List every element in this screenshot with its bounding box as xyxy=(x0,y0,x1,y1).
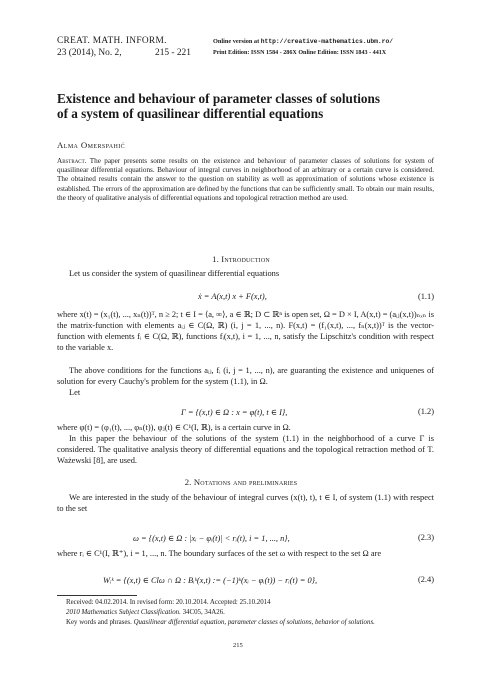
keywords-label: Key words and phrases. xyxy=(66,619,132,626)
section-2-paragraph-2: where rᵢ ∈ C¹(I, ℝ⁺), i = 1, ..., n. The boundary surfaces of the set ω with respect to the set Ω are xyxy=(57,549,382,558)
print-info: Print Edition: ISSN 1584 - 286X Online Edition: ISSN 1843 - 441X xyxy=(213,50,387,56)
section-1-paragraph-5: where φ(t) = (φ₁(t), ..., φₙ(t)), φⱼ(t) ∈ C¹(I, ℝ), is a certain curve in Ω. xyxy=(57,423,291,432)
equation-1-2: Γ = {(x,t) ∈ Ω : x = φ(t), t ∈ I}, xyxy=(181,408,288,417)
section-1-heading: 1. Introduction xyxy=(212,254,270,264)
section-1-paragraph-1: Let us consider the system of quasilinear differential equations xyxy=(69,269,280,278)
paper-title-line-1: Existence and behaviour of parameter classes of solutions xyxy=(57,91,380,106)
abstract xyxy=(57,157,434,203)
keywords-text: Quasilinear differential equation, parameter classes of solutions, behavior of solutions. xyxy=(133,619,375,626)
equation-1-1: ẋ = A(x,t) x + F(x,t), xyxy=(198,292,267,301)
volume-issue: 23 (2014), No. 2, xyxy=(57,48,122,58)
journal-name: CREAT. MATH. INFORM. xyxy=(57,36,167,46)
equation-2-4-number: (2.4) xyxy=(417,575,434,584)
online-url: http://creative-mathematics.ubm.ro/ xyxy=(260,38,394,45)
author-name: Alma Omerspahić xyxy=(57,140,126,150)
section-2-heading: 2. Notations and preliminaries xyxy=(184,477,298,487)
keywords xyxy=(66,619,375,626)
section-2-paragraph-1: We are interested in the study of the behaviour of integral curves (x(t), t), t ∈ I, of system (1.1) with respect to the set xyxy=(57,493,434,513)
page-range: 215 - 221 xyxy=(155,48,191,58)
section-1-paragraph-3: The above conditions for the functions aᵢⱼ, fᵢ (i, j = 1, ..., n), are guaranting the existence and uniquenes of solution for every Cauchy's problem for the system (1.1), in Ω. xyxy=(57,366,434,386)
equation-2-3-number: (2.3) xyxy=(417,533,434,542)
equation-1-2-number: (1.2) xyxy=(417,407,434,416)
abstract-label: Abstract. xyxy=(57,157,87,165)
online-label: Online version at xyxy=(213,38,260,45)
abstract-text: The paper presents some results on the existence and behaviour of parameter classes of solutions for system of quasilinear differential equations. Behaviour of integral curves in neighborhood of an arbitrary or a certain curve is considered. The obtained results contain the answer to the question on stability as well as approximation of solutions whose existence is established. The errors of the approximation are defined by the functions that can be sufficiently small. To obtain our main results, the theory of qualitative analysis of differential equations and topological retraction method are used. xyxy=(57,157,434,202)
msc-codes: 34C05, 34A26. xyxy=(182,609,225,616)
received-dates: Received: 04.02.2014. In revised form: 20.10.2014. Accepted: 25.10.2014 xyxy=(66,599,271,606)
section-1-paragraph-2: where x(t) = (x₁(t), ..., xₙ(t))ᵀ, n ≥ 2; t ∈ I = ⟨a, ∞⟩, a ∈ ℝ; D ⊂ ℝⁿ is open set, Ω = D × I, A(x,t) = (aᵢⱼ(x,t))ₙₓₙ is the matrix-function with elements aᵢⱼ ∈ C(Ω, ℝ) (i, j = 1, ..., n). F(x,t) = (f₁(x,t), ..., fₙ(x,t))ᵀ is the vector-function with elements fᵢ ∈ C(Ω, ℝ), functions fᵢ(x,t), i = 1, ..., n, satisfy the Lipschitz's condition with respect to the variable x. xyxy=(57,310,434,352)
equation-1-1-number: (1.1) xyxy=(417,292,434,301)
page-number: 215 xyxy=(233,642,243,649)
online-version xyxy=(213,38,393,45)
equation-2-4: Wᵢᵏ = {(x,t) ∈ Clω ∩ Ω : Bᵢᵏ(x,t) := (−1)ᵏ(xᵢ − φᵢ(t)) − rᵢ(t) = 0}, xyxy=(103,576,318,585)
msc-label: 2010 Mathematics Subject Classification. xyxy=(66,609,181,616)
msc-classification xyxy=(66,609,225,616)
paper-title-line-2: of a system of quasilinear differential equations xyxy=(57,106,324,121)
equation-2-3: ω = {(x,t) ∈ Ω : |xᵢ − φᵢ(t)| < rᵢ(t), i = 1, ..., n}, xyxy=(133,534,290,543)
section-1-paragraph-6: In this paper the behaviour of the solutions of the system (1.1) in the neighborhood of a curve Γ is considered. The qualitative analysis theory of differential equations and the topological retraction method of T. Ważewski [8], are used. xyxy=(57,434,434,465)
section-1-paragraph-4: Let xyxy=(69,388,81,397)
footnote-rule xyxy=(57,595,137,596)
